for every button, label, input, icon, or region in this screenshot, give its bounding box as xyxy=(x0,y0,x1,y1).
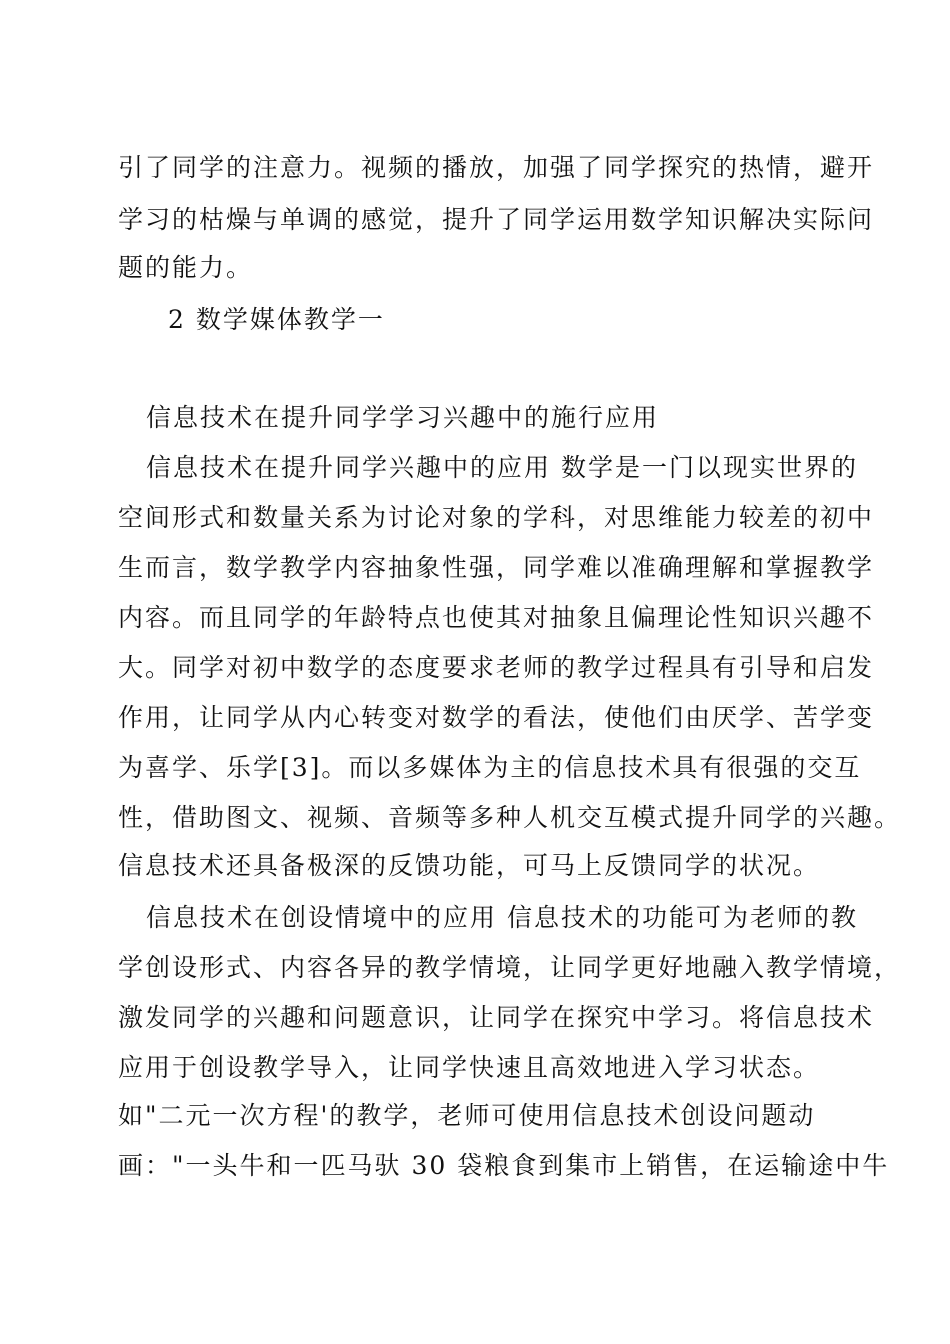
paragraph-line: 如"二元一次方程'的教学，老师可使用信息技术创设问题动 xyxy=(118,1101,816,1130)
paragraph-line: 画："一头牛和一匹马驮 30 袋粮食到集市上销售，在运输途中牛 xyxy=(118,1151,890,1180)
section-heading: 2 数学媒体教学一 xyxy=(168,305,385,334)
paragraph-line: 性，借助图文、视频、音频等多种人机交互模式提升同学的兴趣。 xyxy=(118,803,902,832)
paragraph-line: 信息技术还具备极深的反馈功能，可马上反馈同学的状况。 xyxy=(118,851,821,880)
paragraph-line: 空间形式和数量关系为讨论对象的学科，对思维能力较差的初中 xyxy=(118,503,875,532)
paragraph-line: 作用，让同学从内心转变对数学的看法，使他们由厌学、苦学变 xyxy=(118,703,875,732)
paragraph-line: 题的能力。 xyxy=(118,253,254,282)
paragraph-line: 生而言，数学教学内容抽象性强，同学难以准确理解和掌握教学 xyxy=(118,553,875,582)
paragraph-line: 引了同学的注意力。视频的播放，加强了同学探究的热情，避开 xyxy=(118,153,875,182)
paragraph-line: 应用于创设教学导入，让同学快速且高效地进入学习状态。 xyxy=(118,1053,821,1082)
paragraph-line: 信息技术在创设情境中的应用 信息技术的功能可为老师的教 xyxy=(146,903,858,932)
subsection-heading: 信息技术在提升同学学习兴趣中的施行应用 xyxy=(146,403,660,432)
paragraph-line: 学习的枯燥与单调的感觉，提升了同学运用数学知识解决实际问 xyxy=(118,205,875,234)
paragraph-line: 学创设形式、内容各异的教学情境，让同学更好地融入教学情境， xyxy=(118,953,902,982)
paragraph-line: 内容。而且同学的年龄特点也使其对抽象且偏理论性知识兴趣不 xyxy=(118,603,875,632)
paragraph-line: 信息技术在提升同学兴趣中的应用 数学是一门以现实世界的 xyxy=(146,453,858,482)
paragraph-line: 为喜学、乐学[3]。而以多媒体为主的信息技术具有很强的交互 xyxy=(118,753,862,782)
paragraph-line: 激发同学的兴趣和问题意识，让同学在探究中学习。将信息技术 xyxy=(118,1003,875,1032)
paragraph-line: 大。同学对初中数学的态度要求老师的教学过程具有引导和启发 xyxy=(118,653,875,682)
